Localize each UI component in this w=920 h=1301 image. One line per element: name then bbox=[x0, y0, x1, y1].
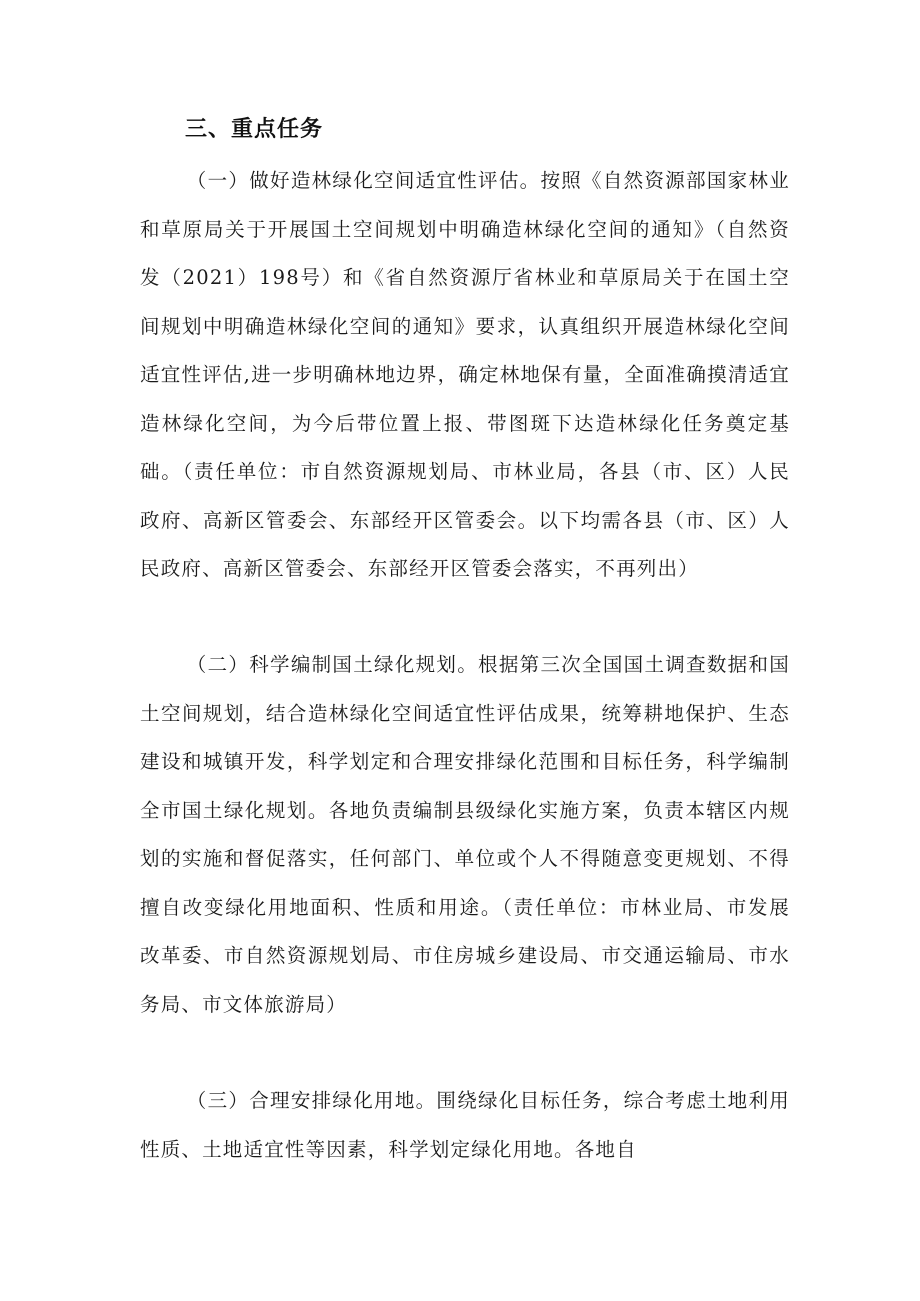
paragraph-2: （二）科学编制国土绿化规划。根据第三次全国国土调查数据和国土空间规划，结合造林绿化空间适宜性评估成果，统筹耕地保护、生态建设和城镇开发，科学划定和合理安排绿化范围和目标任务，科学编制全市国土绿化规划。各地负责编制县级绿化实施方案，负责本辖区内规划的实施和督促落实，任何部门、单位或个人不得随意变更规划、不得擅自改变绿化用地面积、性质和用途。（责任单位：市林业局、市发展改革委、市自然资源规划局、市住房城乡建设局、市交通运输局、市水务局、市文体旅游局） bbox=[140, 653, 790, 1016]
paragraph-1: （一）做好造林绿化空间适宜性评估。按照《自然资源部国家林业和草原局关于开展国土空间规划中明确造林绿化空间的通知》（自然资发（2021）198号）和《省自然资源厅省林业和草原局关于在国土空间规划中明确造林绿化空间的通知》要求，认真组织开展造林绿化空间适宜性评估,进一步明确林地边界，确定林地保有量，全面准确摸清适宜造林绿化空间，为今后带位置上报、带图斑下达造林绿化任务奠定基础。（责任单位：市自然资源规划局、市林业局，各县（市、区）人民政府、高新区管委会、东部经开区管委会。以下均需各县（市、区）人民政府、高新区管委会、东部经开区管委会落实，不再列出） bbox=[140, 169, 790, 580]
section-heading: 三、重点任务 bbox=[185, 117, 324, 142]
paragraph-3: （三）合理安排绿化用地。围绕绿化目标任务，综合考虑土地利用性质、土地适宜性等因素，科学划定绿化用地。各地自 bbox=[140, 1089, 790, 1161]
